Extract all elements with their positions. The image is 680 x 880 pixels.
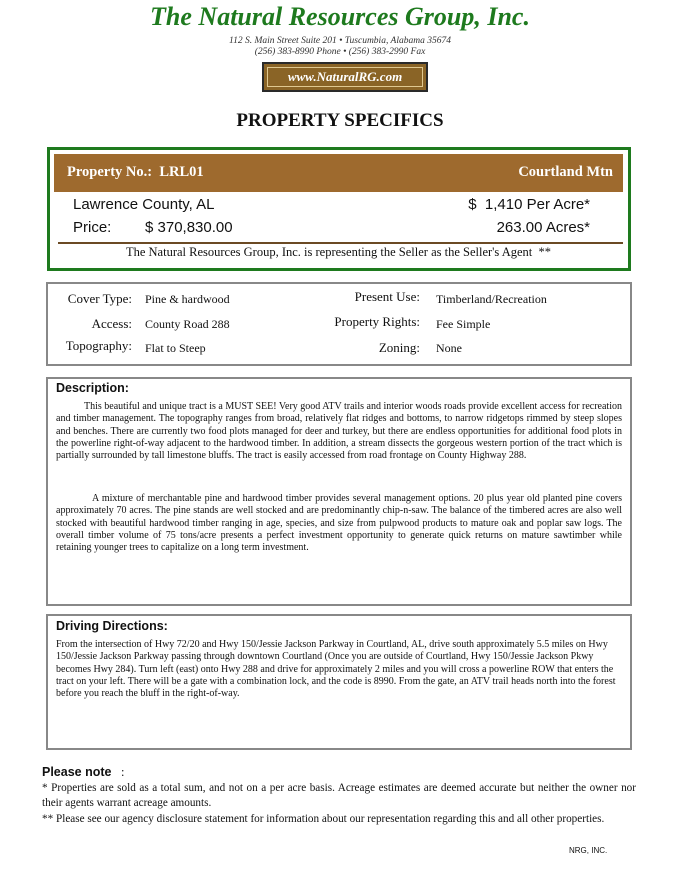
present-use-value: Timberland/Recreation bbox=[436, 292, 547, 306]
description-box bbox=[46, 377, 632, 606]
page-title: PROPERTY SPECIFICS bbox=[236, 110, 444, 131]
divider bbox=[58, 242, 623, 244]
cover-type-label: Cover Type: bbox=[67, 291, 132, 306]
website-link-button[interactable] bbox=[262, 62, 428, 92]
price-value: $ 370,830.00 bbox=[145, 219, 233, 236]
property-county: Lawrence County, AL bbox=[73, 196, 215, 213]
topography-value: Flat to Steep bbox=[145, 341, 206, 355]
property-rights-label: Property Rights: bbox=[334, 314, 420, 329]
specs-box bbox=[46, 282, 632, 366]
website-label[interactable]: www.NaturalRG.com bbox=[267, 67, 423, 87]
property-price-per-acre: $ 1,410 Per Acre* bbox=[468, 196, 590, 213]
property-header-bar bbox=[54, 154, 623, 192]
description-title: Description: bbox=[56, 381, 129, 395]
driving-directions-title: Driving Directions: bbox=[56, 619, 168, 633]
access-label: Access: bbox=[91, 316, 132, 331]
company-address bbox=[0, 36, 680, 58]
description-paragraph-1: This beautiful and unique tract is a MUST SEE! Very good ATV trails and interior woods roads provide excellent access for recreation and timber management. The topography ranges from broad, relatively flat ridges and bottoms, to narrow ridgetops rimmed by steep slopes and benches. There are currently two food plots managed for deer and turkey, but there are endless opportunities for additional food plots in the powerline right-of-way adjacent to the hardwood timber. In addition, a stream dissects the gorgeous western portion of the tract which is partially surrounded by tall limestone bluffs. The tract is easily accessed from road frontage on County Highway 288. bbox=[56, 401, 622, 462]
property-name: Courtland Mtn bbox=[518, 164, 613, 180]
description-paragraph-2: A mixture of merchantable pine and hardwood timber provides several management options. 20 plus year old planted pine covers approximately 70 acres. The pine stands are well stocked and are predominantly chip-n-saw. The balance of the timbered acres are also well stocked with beautiful hardwood timber ranging in age, species, and size from pulpwood products to mature oak and poplar saw logs. The overall timber volume of 75 tons/acre presents a perfect investment opportunity to generate quick returns on mature sawtimber while retaining younger trees to capitalize on a long term investment. bbox=[56, 493, 622, 554]
note-acreage: * Properties are sold as a total sum, and not on a per acre basis. Acreage estimates are deemed accurate but neither the owner nor their agents warrant acreage amounts. bbox=[42, 782, 636, 809]
note-colon: : bbox=[121, 765, 125, 779]
cover-type-value: Pine & hardwood bbox=[145, 292, 230, 306]
property-number bbox=[67, 164, 204, 181]
footer-code: NRG, INC. bbox=[569, 846, 608, 855]
property-number-label: Property No.: bbox=[67, 164, 153, 180]
present-use-label: Present Use: bbox=[354, 289, 420, 304]
note-title: Please note bbox=[42, 765, 112, 779]
price-label: Price: bbox=[73, 219, 112, 236]
address-line: 112 S. Main Street Suite 201 • Tuscumbia, Alabama 35674 bbox=[229, 36, 451, 46]
property-rights-value: Fee Simple bbox=[436, 317, 491, 331]
agent-note: The Natural Resources Group, Inc. is representing the Seller as the Seller's Agent ** bbox=[125, 245, 552, 259]
topography-label: Topography: bbox=[65, 338, 132, 353]
note-disclosure: ** Please see our agency disclosure statement for information about our representation regarding this and all other properties. bbox=[42, 813, 605, 825]
driving-directions-text: From the intersection of Hwy 72/20 and Hwy 150/Jessie Jackson Parkway in Courtland, AL, drive south approximately 5.5 miles on Hwy 150/Jessie Jackson Parkway passing through downtown Courtland (Once you are outside of Courtland, Hwy 150/Jessie Jackson Pkwy becomes Hwy 284). Turn left (east) onto Hwy 288 and drive for approximately 2 miles and you will cross a powerline ROW that enters the tract on your left. There will be a gate with a combination lock, and the code is 8990. From the gate, an ATV trail heads north into the forest before you reach the bluff in the right-of-way. bbox=[56, 639, 616, 700]
driving-directions-box bbox=[46, 614, 632, 750]
zoning-label: Zoning: bbox=[378, 340, 420, 355]
access-value: County Road 288 bbox=[145, 317, 230, 331]
zoning-value: None bbox=[436, 341, 462, 355]
company-name: The Natural Resources Group, Inc. bbox=[150, 2, 530, 31]
property-number-value: LRL01 bbox=[159, 164, 204, 180]
property-acres: 263.00 Acres* bbox=[496, 219, 590, 236]
phone-line: (256) 383-8990 Phone • (256) 383-2990 Fax bbox=[254, 47, 426, 57]
